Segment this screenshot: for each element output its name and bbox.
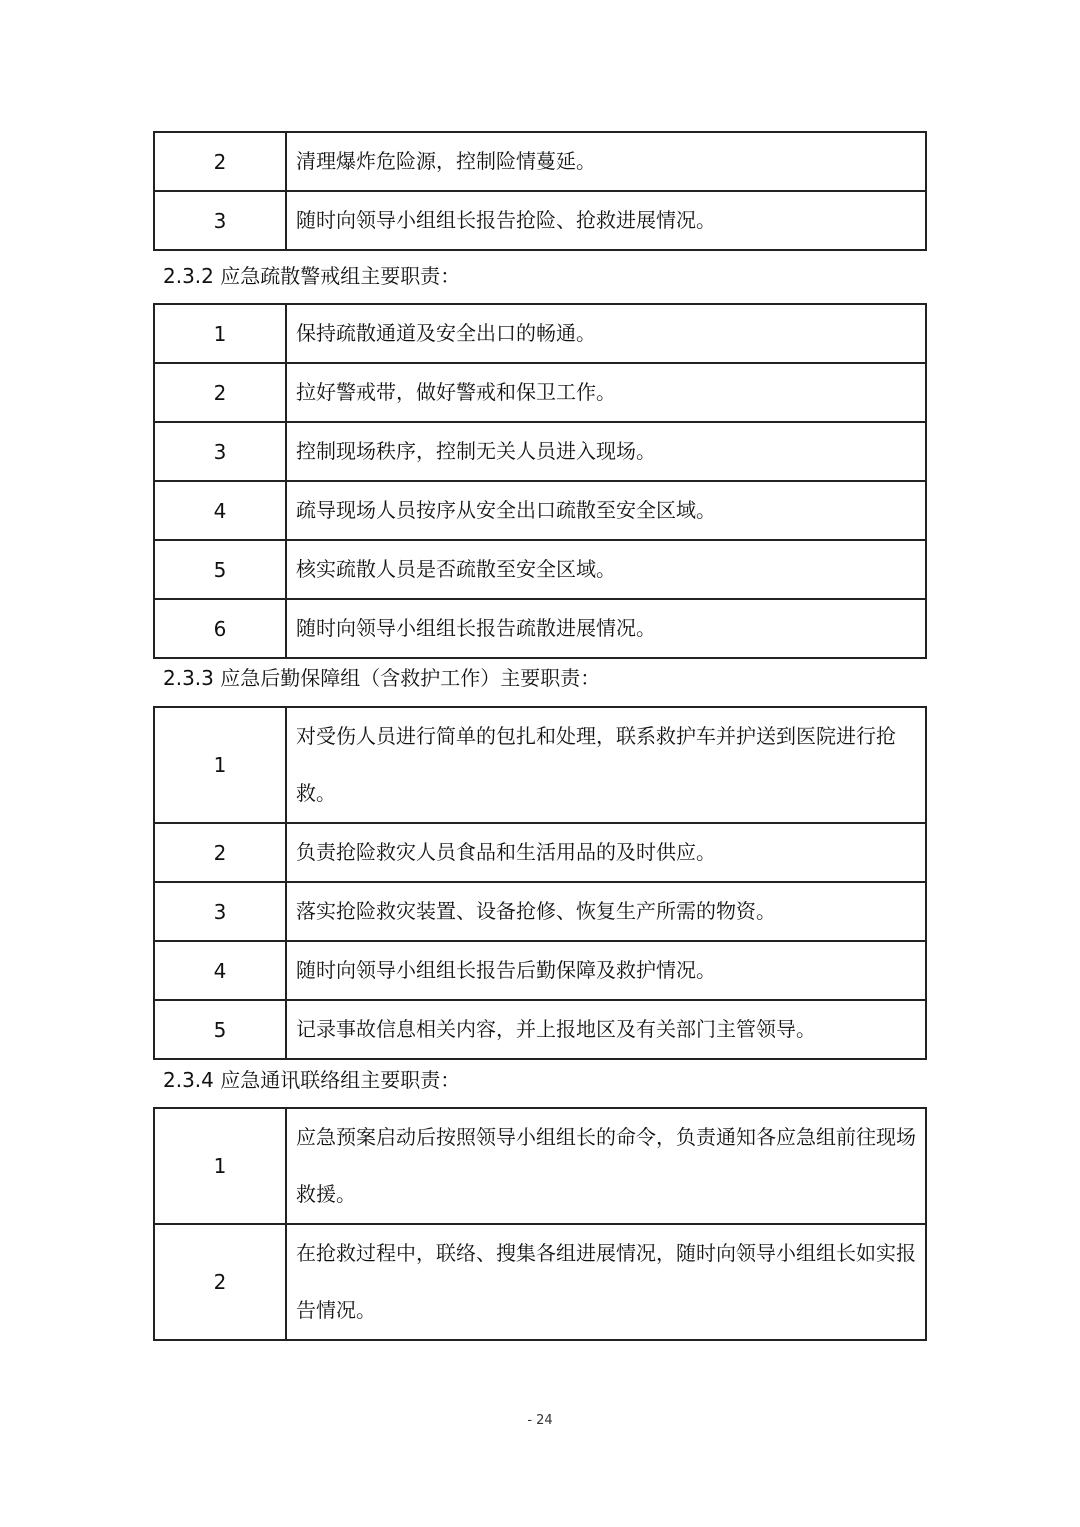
- duty-table-logistics: [153, 706, 927, 1060]
- table-row: [154, 1000, 926, 1059]
- row-number: 1: [154, 304, 286, 363]
- row-duty-text: 拉好警戒带，做好警戒和保卫工作。: [286, 363, 926, 422]
- row-duty-text: 疏导现场人员按序从安全出口疏散至安全区域。: [286, 481, 926, 540]
- row-number: 2: [154, 132, 286, 191]
- page-number: - 24: [527, 1413, 553, 1428]
- table-row: [154, 882, 926, 941]
- section-heading-2-3-3: 2.3.3 应急后勤保障组（含救护工作）主要职责：: [163, 666, 601, 690]
- section-heading-2-3-4: 2.3.4 应急通讯联络组主要职责：: [163, 1068, 461, 1092]
- row-duty-text: 核实疏散人员是否疏散至安全区域。: [286, 540, 926, 599]
- row-number: 4: [154, 941, 286, 1000]
- table-row: [154, 823, 926, 882]
- row-number: 5: [154, 1000, 286, 1059]
- table-row: [154, 1224, 926, 1340]
- row-number: 6: [154, 599, 286, 658]
- row-number: 3: [154, 191, 286, 250]
- table-row: [154, 941, 926, 1000]
- row-duty-text: 控制现场秩序，控制无关人员进入现场。: [286, 422, 926, 481]
- table-row: [154, 191, 926, 250]
- duty-table-rescue-continued: [153, 131, 927, 251]
- duty-table-evacuation: [153, 303, 927, 659]
- row-duty-text: 随时向领导小组组长报告后勤保障及救护情况。: [286, 941, 926, 1000]
- row-duty-text: 随时向领导小组组长报告疏散进展情况。: [286, 599, 926, 658]
- table-row: [154, 1108, 926, 1224]
- row-duty-text: 落实抢险救灾装置、设备抢修、恢复生产所需的物资。: [286, 882, 926, 941]
- table-row: [154, 707, 926, 823]
- row-duty-text: 应急预案启动后按照领导小组组长的命令，负责通知各应急组前往现场救援。: [286, 1108, 926, 1224]
- row-duty-text: 在抢救过程中，联络、搜集各组进展情况，随时向领导小组组长如实报告情况。: [286, 1224, 926, 1340]
- row-duty-text: 负责抢险救灾人员食品和生活用品的及时供应。: [286, 823, 926, 882]
- table-row: [154, 599, 926, 658]
- section-heading-2-3-2: 2.3.2 应急疏散警戒组主要职责：: [163, 264, 461, 288]
- row-number: 3: [154, 882, 286, 941]
- row-number: 1: [154, 707, 286, 823]
- table-row: [154, 481, 926, 540]
- row-duty-text: 保持疏散通道及安全出口的畅通。: [286, 304, 926, 363]
- row-number: 3: [154, 422, 286, 481]
- duty-table-communication: [153, 1107, 927, 1341]
- table-row: [154, 540, 926, 599]
- table-row: [154, 132, 926, 191]
- row-number: 4: [154, 481, 286, 540]
- row-duty-text: 清理爆炸危险源，控制险情蔓延。: [286, 132, 926, 191]
- row-number: 2: [154, 363, 286, 422]
- table-row: [154, 363, 926, 422]
- row-duty-text: 对受伤人员进行简单的包扎和处理，联系救护车并护送到医院进行抢救。: [286, 707, 926, 823]
- table-row: [154, 304, 926, 363]
- table-row: [154, 422, 926, 481]
- row-duty-text: 记录事故信息相关内容，并上报地区及有关部门主管领导。: [286, 1000, 926, 1059]
- row-number: 1: [154, 1108, 286, 1224]
- row-number: 5: [154, 540, 286, 599]
- row-number: 2: [154, 1224, 286, 1340]
- row-duty-text: 随时向领导小组组长报告抢险、抢救进展情况。: [286, 191, 926, 250]
- row-number: 2: [154, 823, 286, 882]
